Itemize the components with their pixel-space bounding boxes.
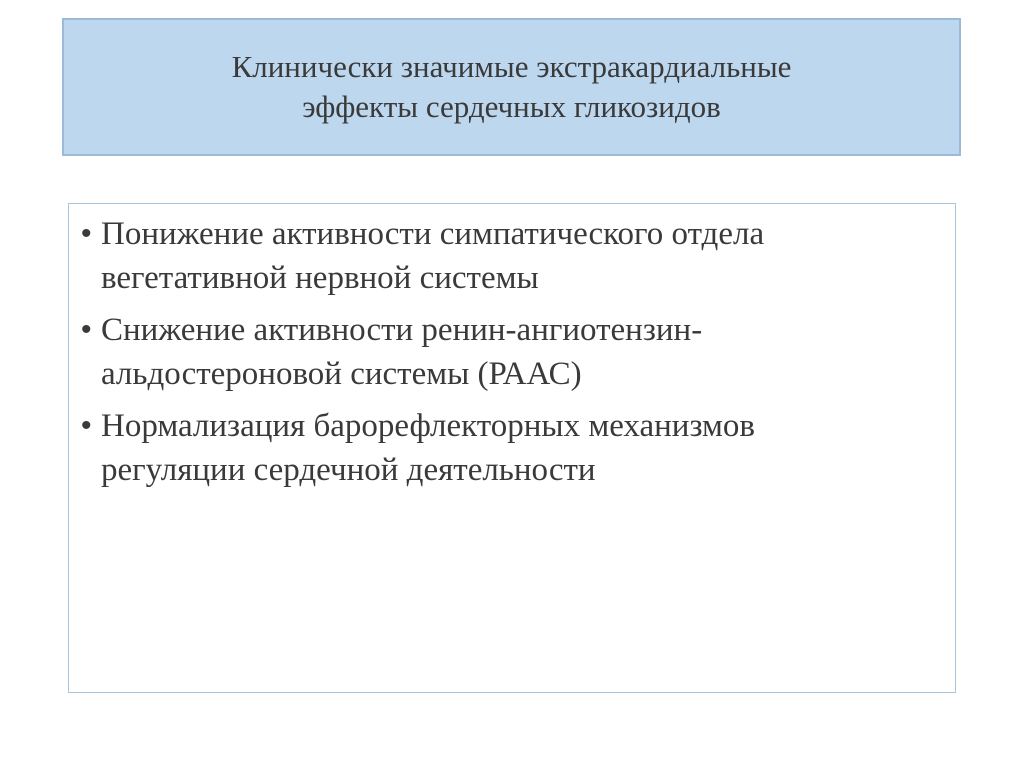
bullet-marker: • (81, 217, 92, 250)
bullet-text-line-1: Снижение активности ренин-ангиотензин- (101, 312, 703, 348)
bullet-text-line-2: регуляции сердечной деятельности (101, 452, 596, 488)
slide-title (232, 47, 792, 127)
bullet-marker: • (81, 409, 92, 442)
bullet-text (101, 212, 935, 300)
bullet-text-line-2: вегетативной нервной системы (101, 260, 539, 296)
bullet-text-line-2: альдостероновой системы (РААС) (101, 356, 582, 392)
bullet-text-line-1: Понижение активности симпатического отдела (101, 216, 765, 252)
bullet-text (101, 308, 935, 396)
bullet-item-sympathetic (81, 212, 935, 300)
bullet-marker: • (81, 313, 92, 346)
bullet-item-baroreflex (81, 404, 935, 492)
slide-title-line-2: эффекты сердечных гликозидов (302, 89, 721, 124)
bullet-text (101, 404, 935, 492)
bullet-list (69, 204, 955, 492)
bullet-item-raas (81, 308, 935, 396)
bullet-text-line-1: Нормализация барорефлекторных механизмов (101, 408, 755, 444)
content-box (68, 203, 956, 693)
title-box (62, 18, 961, 156)
slide-title-line-1: Клинически значимые экстракардиальные (231, 49, 792, 84)
